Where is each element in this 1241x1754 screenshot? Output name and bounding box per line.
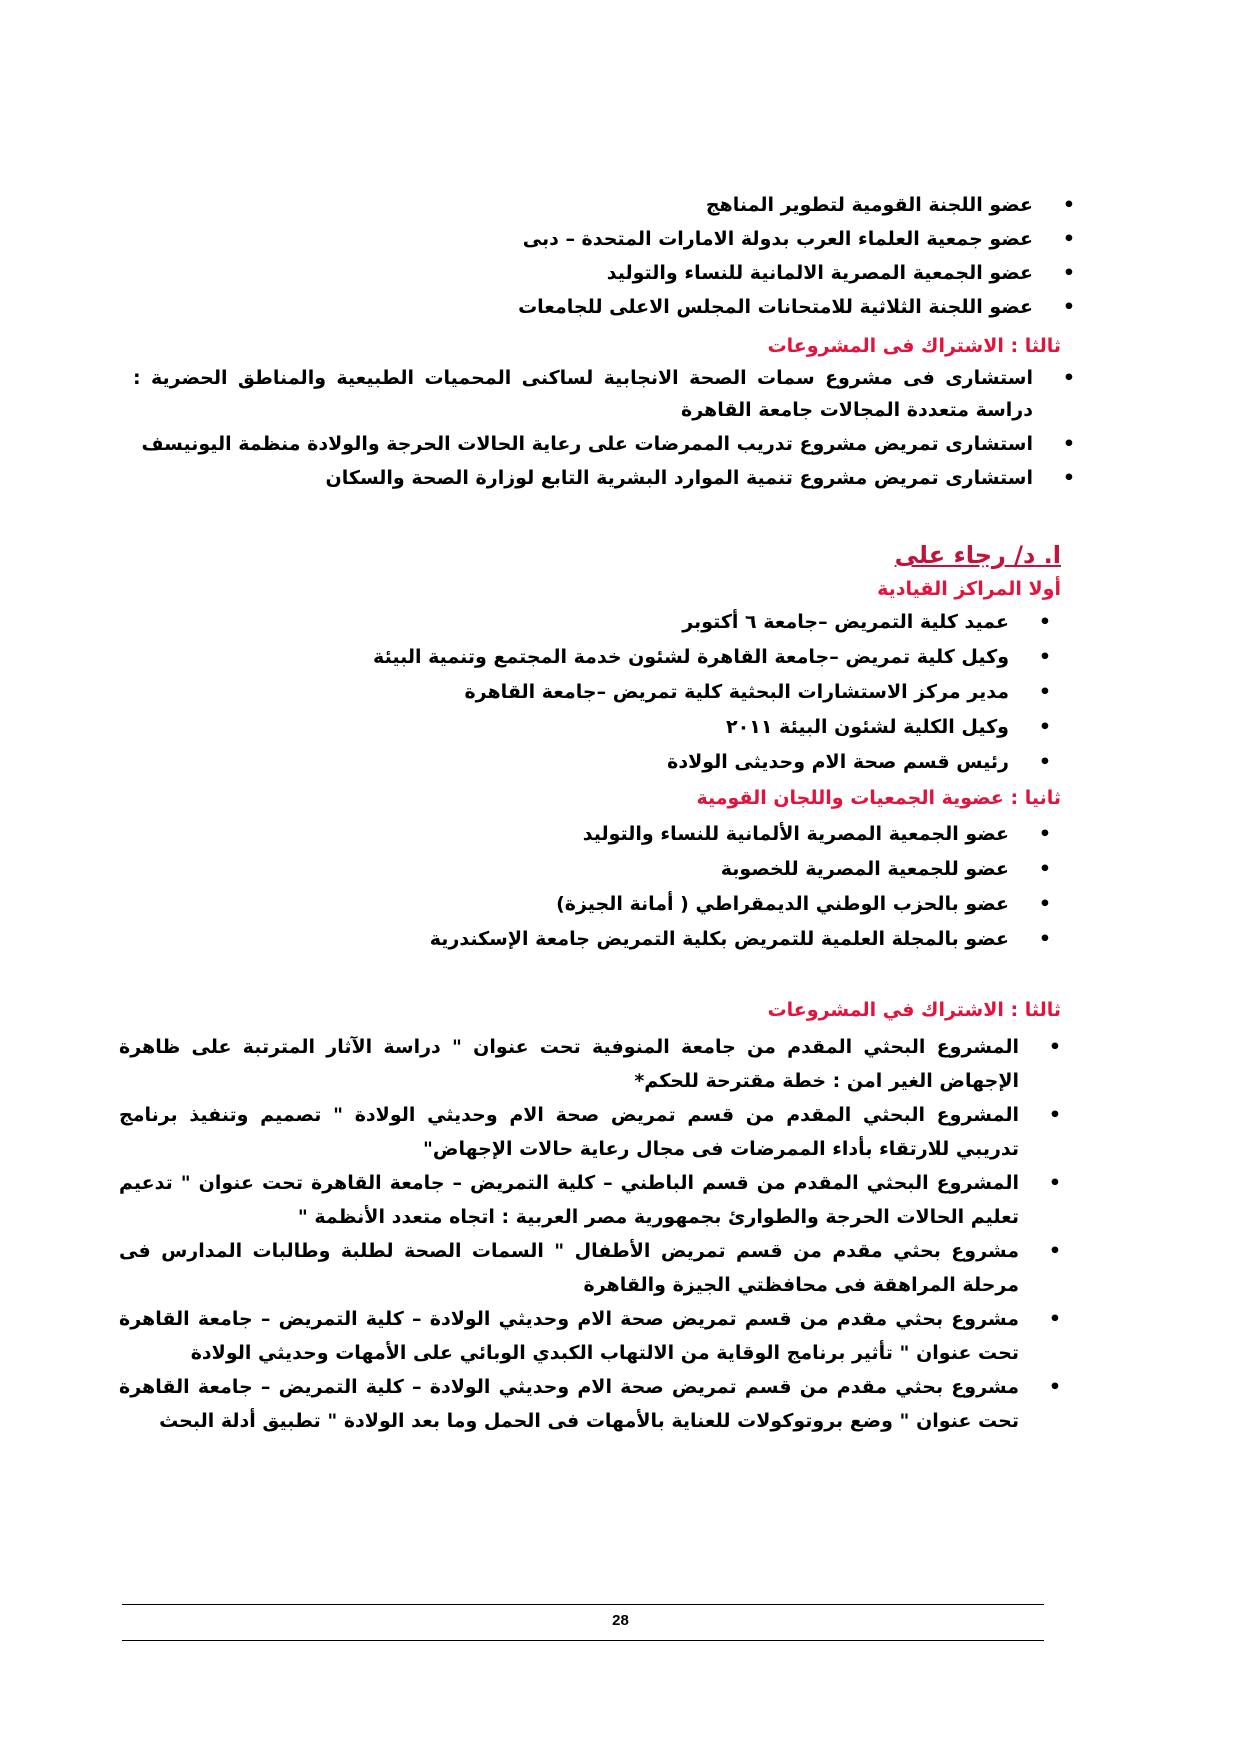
list-item: • عضو اللجنة القومية لتطوير المناهج — [705, 194, 1075, 216]
list-item: • استشارى فى مشروع سمات الصحة الانجابية لساكنى المحميات الطبيعية والمناطق الحضرية : دراسة متعددة المجالات جامعة القاهرة — [133, 367, 1075, 421]
list-item: • عضو بالحزب الوطني الديمقراطي ( أمانة الجيزة) — [556, 893, 1051, 915]
leadership-heading: أولا المراكز القيادية — [877, 578, 1061, 600]
list-item: • المشروع البحثي المقدم من قسم تمريض صحة الام وحديثي الولادة " تصميم وتنفيذ برنامج تدريبي للارتقاء بأداء الممرضات فى مجال رعاية حالات الإجهاض" — [119, 1104, 1061, 1160]
list-item: • استشارى تمريض مشروع تنمية الموارد البشرية التابع لوزارة الصحة والسكان — [325, 467, 1075, 489]
list-item: • مشروع بحثي مقدم من قسم تمريض صحة الام وحديثي الولادة – كلية التمريض – جامعة القاهرة تحت عنوان " وضع بروتوكولات للعناية بالأمهات فى الحمل وما بعد الولادة " تطبيق أدلة البحث — [119, 1376, 1061, 1432]
top-projects-heading: ثالثا : الاشتراك فى المشروعات — [767, 335, 1061, 357]
list-item: • استشارى تمريض مشروع تدريب الممرضات على رعاية الحالات الحرجة والولادة منظمة اليونيسف — [141, 433, 1075, 455]
memberships-heading: ثانيا : عضوية الجمعيات واللجان القومية — [696, 787, 1061, 809]
list-item: • عميد كلية التمريض –جامعة ٦ أكتوبر — [682, 611, 1051, 633]
top-members-section — [253, 188, 1075, 324]
list-item: • عضو الجمعية المصرية الالمانية للنساء والتوليد — [606, 262, 1075, 284]
list-item: • وكيل كلية تمريض –جامعة القاهرة لشئون خدمة المجتمع وتنمية البيئة — [373, 646, 1051, 668]
memberships-section — [229, 817, 1051, 957]
list-item: • مدير مركز الاستشارات البحثية كلية تمريض –جامعة القاهرة — [464, 681, 1051, 703]
footer-rule-top — [122, 1604, 1044, 1605]
list-item: • المشروع البحثي المقدم من جامعة المنوفية تحت عنوان " دراسة الآثار المترتبة على ظاهرة الإجهاض الغير امن : خطة مقترحة للحكم* — [119, 1036, 1061, 1092]
list-item: • عضو الجمعية المصرية الألمانية للنساء والتوليد — [582, 823, 1051, 845]
top-projects-list — [133, 362, 1075, 494]
projects-list — [119, 1030, 1061, 1438]
list-item: • مشروع بحثي مقدم من قسم تمريض صحة الام وحديثي الولادة – كلية التمريض – جامعة القاهرة تحت عنوان " تأثير برنامج الوقاية من الالتهاب الكبدي الوبائي على الأمهات وحديثي الولادة — [119, 1308, 1061, 1364]
leadership-section — [229, 605, 1051, 780]
page-number: 28 — [612, 1612, 629, 1629]
list-item: • عضو اللجنة الثلاثية للامتحانات المجلس الاعلى للجامعات — [518, 296, 1075, 318]
list-item: • رئيس قسم صحة الام وحديثى الولادة — [667, 751, 1051, 773]
list-item: • عضو بالمجلة العلمية للتمريض بكلية التمريض جامعة الإسكندرية — [429, 928, 1051, 950]
person-name: ا. د/ رجاء على — [894, 541, 1061, 569]
leadership-list — [229, 605, 1051, 780]
list-item: • عضو للجمعية المصرية للخصوبة — [720, 858, 1051, 880]
top-members-list — [253, 188, 1075, 324]
list-item: • وكيل الكلية لشئون البيئة ٢٠١١ — [726, 716, 1051, 738]
list-item: • مشروع بحثي مقدم من قسم تمريض الأطفال " السمات الصحة لطلبة وطالبات المدارس فى مرحلة المراهقة فى محافظتي الجيزة والقاهرة — [119, 1240, 1061, 1296]
top-projects-section — [133, 362, 1075, 494]
list-item: • عضو جمعية العلماء العرب بدولة الامارات المتحدة – دبى — [522, 228, 1075, 250]
list-item: • المشروع البحثي المقدم من قسم الباطني – كلية التمريض – جامعة القاهرة تحت عنوان " تدعيم تعليم الحالات الحرجة والطوارئ بجمهورية مصر العربية : اتجاه متعدد الأنظمة " — [119, 1172, 1061, 1228]
memberships-list — [229, 817, 1051, 957]
projects-section — [119, 1030, 1061, 1438]
footer-rule-bottom — [122, 1640, 1044, 1641]
projects-heading: ثالثا : الاشتراك في المشروعات — [767, 999, 1061, 1021]
